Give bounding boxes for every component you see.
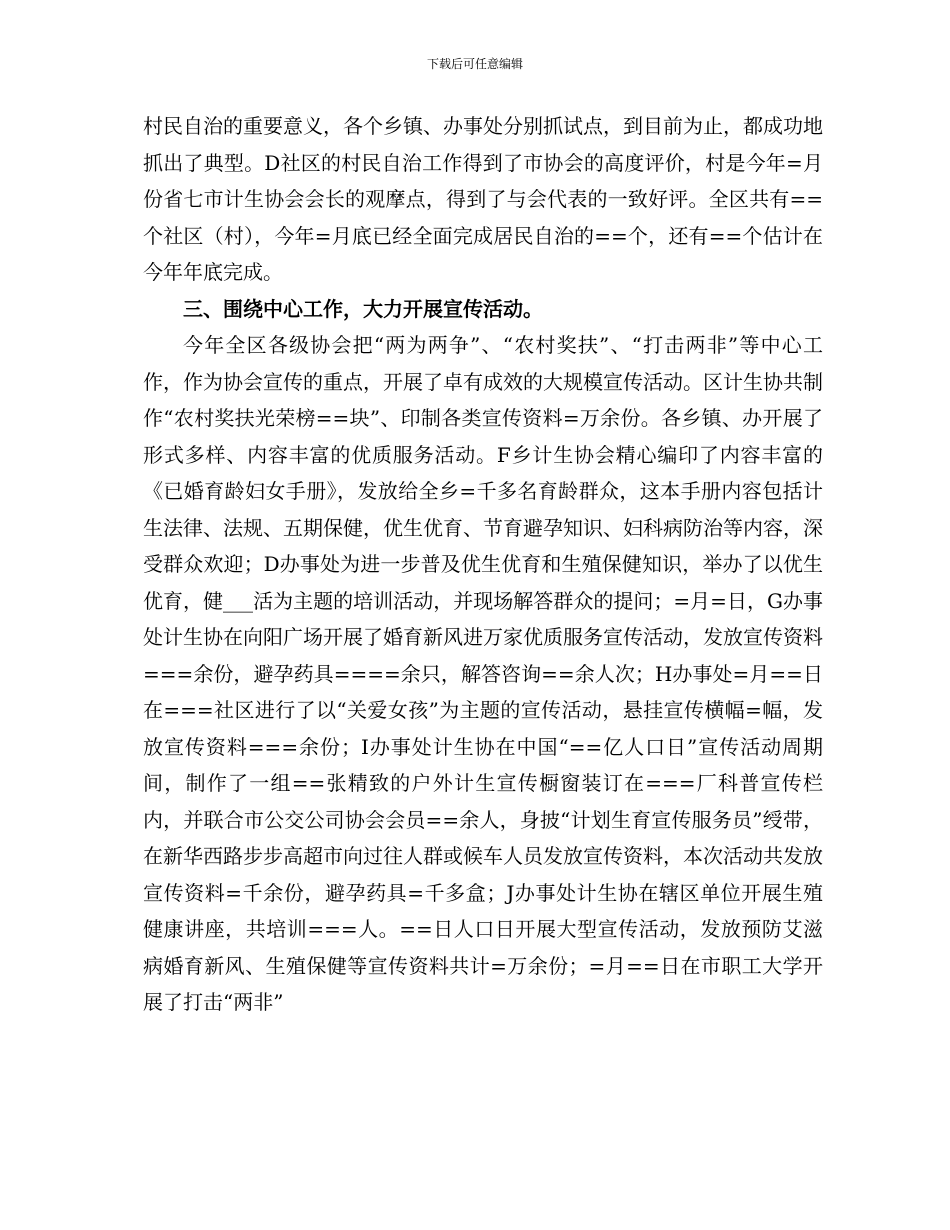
page-header: 下载后可任意编辑: [426, 57, 523, 71]
section-heading: 三、围绕中心工作，大力开展宣传活动。: [183, 296, 543, 321]
paragraph-continuation: 村民自治的重要意义，各个乡镇、办事处分别抓试点，到目前为止，都成功地抓出了典型。D社区的村民自治工作得到了市协会的高度评价，村是今年=月份省七市计生协会会长的观摩点，得到了与会代表的一致好评。全区共有==个社区（村），今年=月底已经全面完成居民自治的==个，还有==个估计在今年年底完成。: [143, 114, 823, 284]
document-body: [143, 108, 823, 1021]
paragraph-propaganda: 今年全区各级协会把“两为两争”、“农村奖扶”、“打击两非”等中心工作，作为协会宣传的重点，开展了卓有成效的大规模宣传活动。区计生协共制作“农村奖扶光荣榜==块”、印制各类宣传资料=万余份。各乡镇、办开展了形式多样、内容丰富的优质服务活动。F乡计生协会精心编印了内容丰富的《已婚育龄妇女手册》，发放给全乡=千多名育龄群众，这本手册内容包括计生法律、法规、五期保健，优生优育、节育避孕知识、妇科病防治等内容，深受群众欢迎；D办事处为进一步普及优生优育和生殖保健知识，举办了以优生优育，健___活为主题的培训活动，并现场解答群众的提问；=月=日，G办事处计生协在向阳广场开展了婚育新风进万家优质服务宣传活动，发放宣传资料===余份，避孕药具====余只，解答咨询==余人次；H办事处=月==日在===社区进行了以“关爱女孩”为主题的宣传活动，悬挂宣传横幅=幅，发放宣传资料===余份；I办事处计生协在中国“==亿人口日”宣传活动周期间，制作了一组==张精致的户外计生宣传橱窗装订在===厂科普宣传栏内，并联合市公交公司协会会员==余人，身披“计划生育宣传服务员”绶带，在新华西路步步高超市向过往人群或候车人员发放宣传资料，本次活动共发放宣传资料=千余份，避孕药具=千多盒；J办事处计生协在辖区单位开展生殖健康讲座，共培训===人。==日人口日开展大型宣传活动，发放预防艾滋病婚育新风、生殖保健等宣传资料共计=万余份；=月==日在市职工大学开展了打击“两非”: [143, 333, 823, 1014]
